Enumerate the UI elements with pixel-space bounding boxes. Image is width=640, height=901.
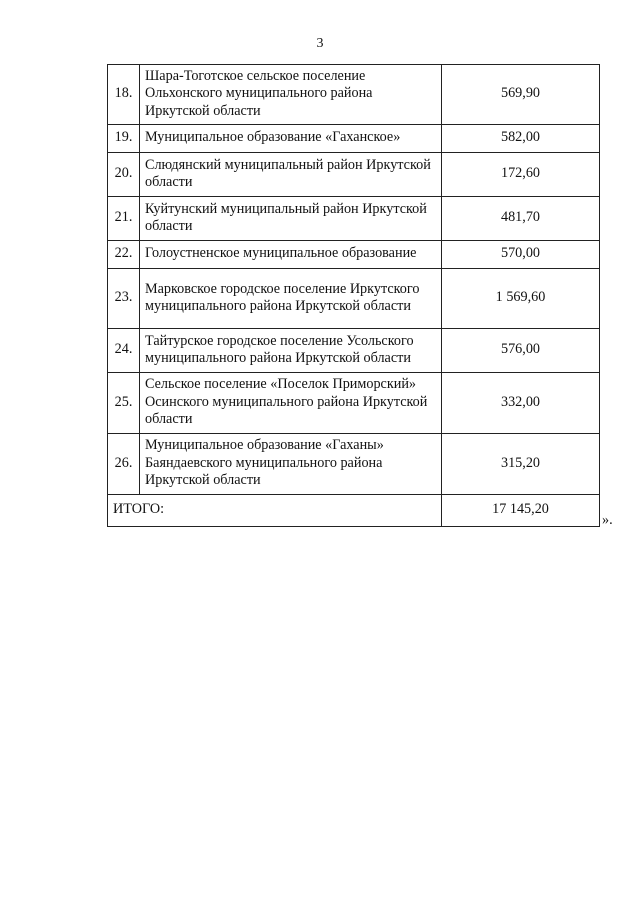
row-number: 25. [108, 373, 140, 434]
closing-quote: ». [602, 512, 613, 528]
municipality-name: Муниципальное образование «Гаханское» [140, 125, 442, 153]
table-row [108, 329, 600, 373]
amount-value: 172,60 [442, 153, 600, 197]
row-number: 26. [108, 434, 140, 495]
amount-value: 582,00 [442, 125, 600, 153]
amount-value: 315,20 [442, 434, 600, 495]
total-row [108, 495, 600, 527]
table-row [108, 197, 600, 241]
row-number: 21. [108, 197, 140, 241]
amount-value: 570,00 [442, 241, 600, 269]
municipality-name: Куйтунский муниципальный район Иркутской области [140, 197, 442, 241]
amount-value: 569,90 [442, 65, 600, 125]
total-label: ИТОГО: [108, 495, 442, 527]
table-row [108, 125, 600, 153]
municipality-name: Голоустненское муниципальное образование [140, 241, 442, 269]
row-number: 24. [108, 329, 140, 373]
row-number: 22. [108, 241, 140, 269]
table-row [108, 269, 600, 329]
row-number: 23. [108, 269, 140, 329]
amount-value: 576,00 [442, 329, 600, 373]
municipality-name: Муниципальное образование «Гаханы» Баяндаевского муниципального района Иркутской области [140, 434, 442, 495]
municipality-name: Сельское поселение «Поселок Приморский» Осинского муниципального района Иркутской области [140, 373, 442, 434]
total-value: 17 145,20 [442, 495, 600, 527]
table-row [108, 65, 600, 125]
allocation-table [107, 64, 600, 527]
row-number: 20. [108, 153, 140, 197]
table-row [108, 373, 600, 434]
amount-value: 332,00 [442, 373, 600, 434]
page-number: 3 [316, 36, 324, 51]
amount-value: 1 569,60 [442, 269, 600, 329]
table-row [108, 153, 600, 197]
municipality-name: Марковское городское поселение Иркутского муниципального района Иркутской области [140, 269, 442, 329]
municipality-name: Тайтурское городское поселение Усольского муниципального района Иркутской области [140, 329, 442, 373]
table-row [108, 241, 600, 269]
row-number: 19. [108, 125, 140, 153]
amount-value: 481,70 [442, 197, 600, 241]
municipality-name: Слюдянский муниципальный район Иркутской области [140, 153, 442, 197]
table-row [108, 434, 600, 495]
municipality-name: Шара-Тоготское сельское поселение Ольхонского муниципального района Иркутской области [140, 65, 442, 125]
row-number: 18. [108, 65, 140, 125]
